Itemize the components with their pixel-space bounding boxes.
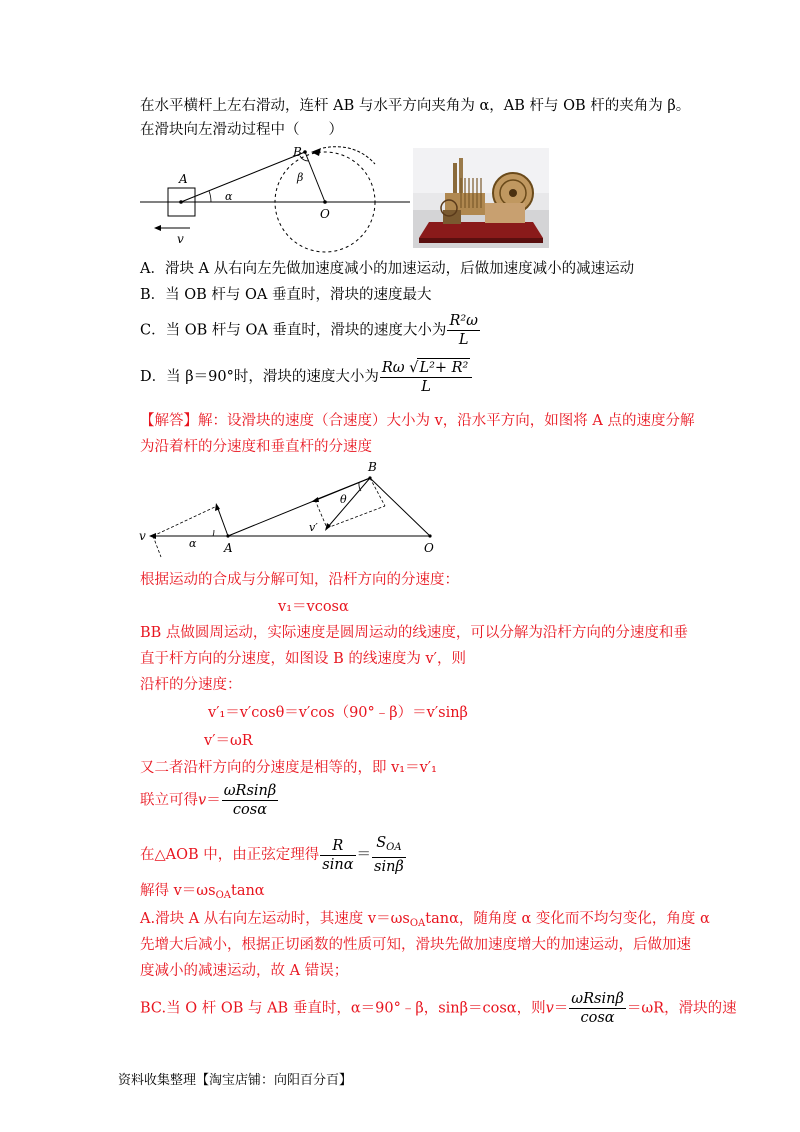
option-d (140, 358, 473, 396)
label-theta: θ (340, 493, 347, 506)
solution-intro-1: 【解答】解：设滑块的速度（合速度）大小为 v，沿水平方向，如图将 A 点的速度分解 (140, 413, 695, 429)
label-o: O (424, 541, 434, 555)
v-arrowhead (149, 533, 156, 539)
problem-line-2: 在滑块向左滑动过程中（ ） (140, 122, 343, 138)
analysis-a-line-2: 先增大后减小，根据正切函数的性质可知，滑块先做加速度增大的加速运动，后做加速 (140, 937, 691, 953)
label-alpha: α (189, 537, 197, 550)
velocity-arrowhead (154, 225, 161, 231)
solution-step-7: 解得 $v=\omega s_{OA}\tan\alpha$ (140, 883, 265, 901)
figure-slider-crank (135, 140, 410, 255)
label-v: v (139, 529, 146, 543)
equation-4-fraction: $\frac{\omega Rsin\beta}{\cos\alpha}$ (223, 783, 277, 818)
rod-ob (305, 152, 325, 202)
equation-5-right: $\frac{S_{OA}}{\sin\beta}$ (374, 835, 404, 875)
label-alpha: α (225, 190, 233, 203)
solution-intro-2: 为沿着杆的分速度和垂直杆的分速度 (140, 439, 372, 455)
label-v-prime: v′ (309, 521, 318, 534)
solution-step-2a: BB 点做圆周运动，实际速度是圆周运动的线速度，可以分解为沿杆方向的分速度和垂 (140, 625, 688, 641)
label-b: B (293, 145, 302, 159)
equation-2: v′₁＝v′cosθ＝v′cos（90°﹣β）＝v′sinβ (208, 705, 468, 721)
solution-step-3: 沿杆的分速度： (140, 677, 242, 693)
option-b: B．当 OB 杆与 OA 垂直时，滑块的速度最大 (140, 287, 432, 303)
problem-line-1: 在水平横杆上左右滑动，连杆 AB 与水平方向夹角为 α，AB 杆与 OB 杆的夹角为 β。 (140, 98, 691, 114)
option-c (140, 312, 481, 349)
engine-model-photo (413, 148, 549, 248)
label-o: O (320, 207, 330, 221)
equation-1: v₁＝vcosα (278, 599, 349, 615)
rod-ab (181, 152, 305, 202)
option-c-fraction: $\frac{\text{R²ω}}{L}$ (449, 313, 478, 348)
analysis-a-line-3: 度减小的减速运动，故 A 错误； (140, 963, 349, 979)
analysis-a-line-1: A.滑块 A 从右向左运动时，其速度 $v=\omega s_{OA}\tan\alpha$，随角度 α 变化而不均匀变化，角度 α (140, 911, 710, 929)
option-c-text: C．当 OB 杆与 OA 垂直时，滑块的速度大小为 (140, 322, 447, 339)
rod-ob (370, 478, 430, 536)
solution-step-6: 在△AOB 中，由正弦定理得 $\frac{R}{\sin\alpha}$ ＝ $\frac{S_{OA}}{\sin\beta}$ (140, 835, 404, 875)
solution-step-4: 又二者沿杆方向的分速度是相等的，即 v₁＝v′₁ (140, 760, 437, 776)
option-a: A．滑块 A 从右向左先做加速度减小的加速运动，后做加速度减小的减速运动 (140, 261, 635, 277)
solution-step-2b: 直于杆方向的分速度，如图设 B 的线速度为 v′，则 (140, 651, 466, 667)
option-d-text: D．当 β＝90°时，滑块的速度大小为 (140, 369, 379, 385)
label-v: v (177, 232, 184, 246)
option-d-fraction: $\frac{\text{Rω √L²+ R²}}{L}$ (380, 358, 473, 396)
solution-tag: 【解答】 (140, 413, 198, 429)
solution-step-5: 联立可得v＝ $\frac{\omega Rsin\beta}{\cos\alpha}$ (140, 783, 277, 818)
bc-fraction: $\frac{\omega Rsin\beta}{\cos\alpha}$ (571, 991, 624, 1026)
label-a: A (179, 172, 188, 186)
figure-velocity-decomposition (135, 458, 445, 558)
rotation-arrow (323, 147, 375, 164)
label-b: B (368, 460, 377, 474)
equation-3: v′＝ωR (204, 733, 253, 749)
footer-note: 资料收集整理【淘宝店铺：向阳百分百】 (118, 1073, 353, 1088)
rotation-arrowhead (311, 148, 321, 156)
label-a: A (224, 541, 233, 555)
analysis-bc-line-1: BC.当 O 杆 OB 与 AB 垂直时，α＝90°﹣β，sinβ＝cosα，则v＝ $\frac{\omega Rsin\beta}{\cos\alpha}$ ＝ωR，滑块的速 (140, 991, 737, 1026)
label-beta: β (297, 171, 304, 184)
equation-5-left: $\frac{R}{\sin\alpha}$ (322, 837, 354, 873)
solution-step-1: 根据运动的合成与分解可知，沿杆方向的分速度： (140, 572, 459, 588)
